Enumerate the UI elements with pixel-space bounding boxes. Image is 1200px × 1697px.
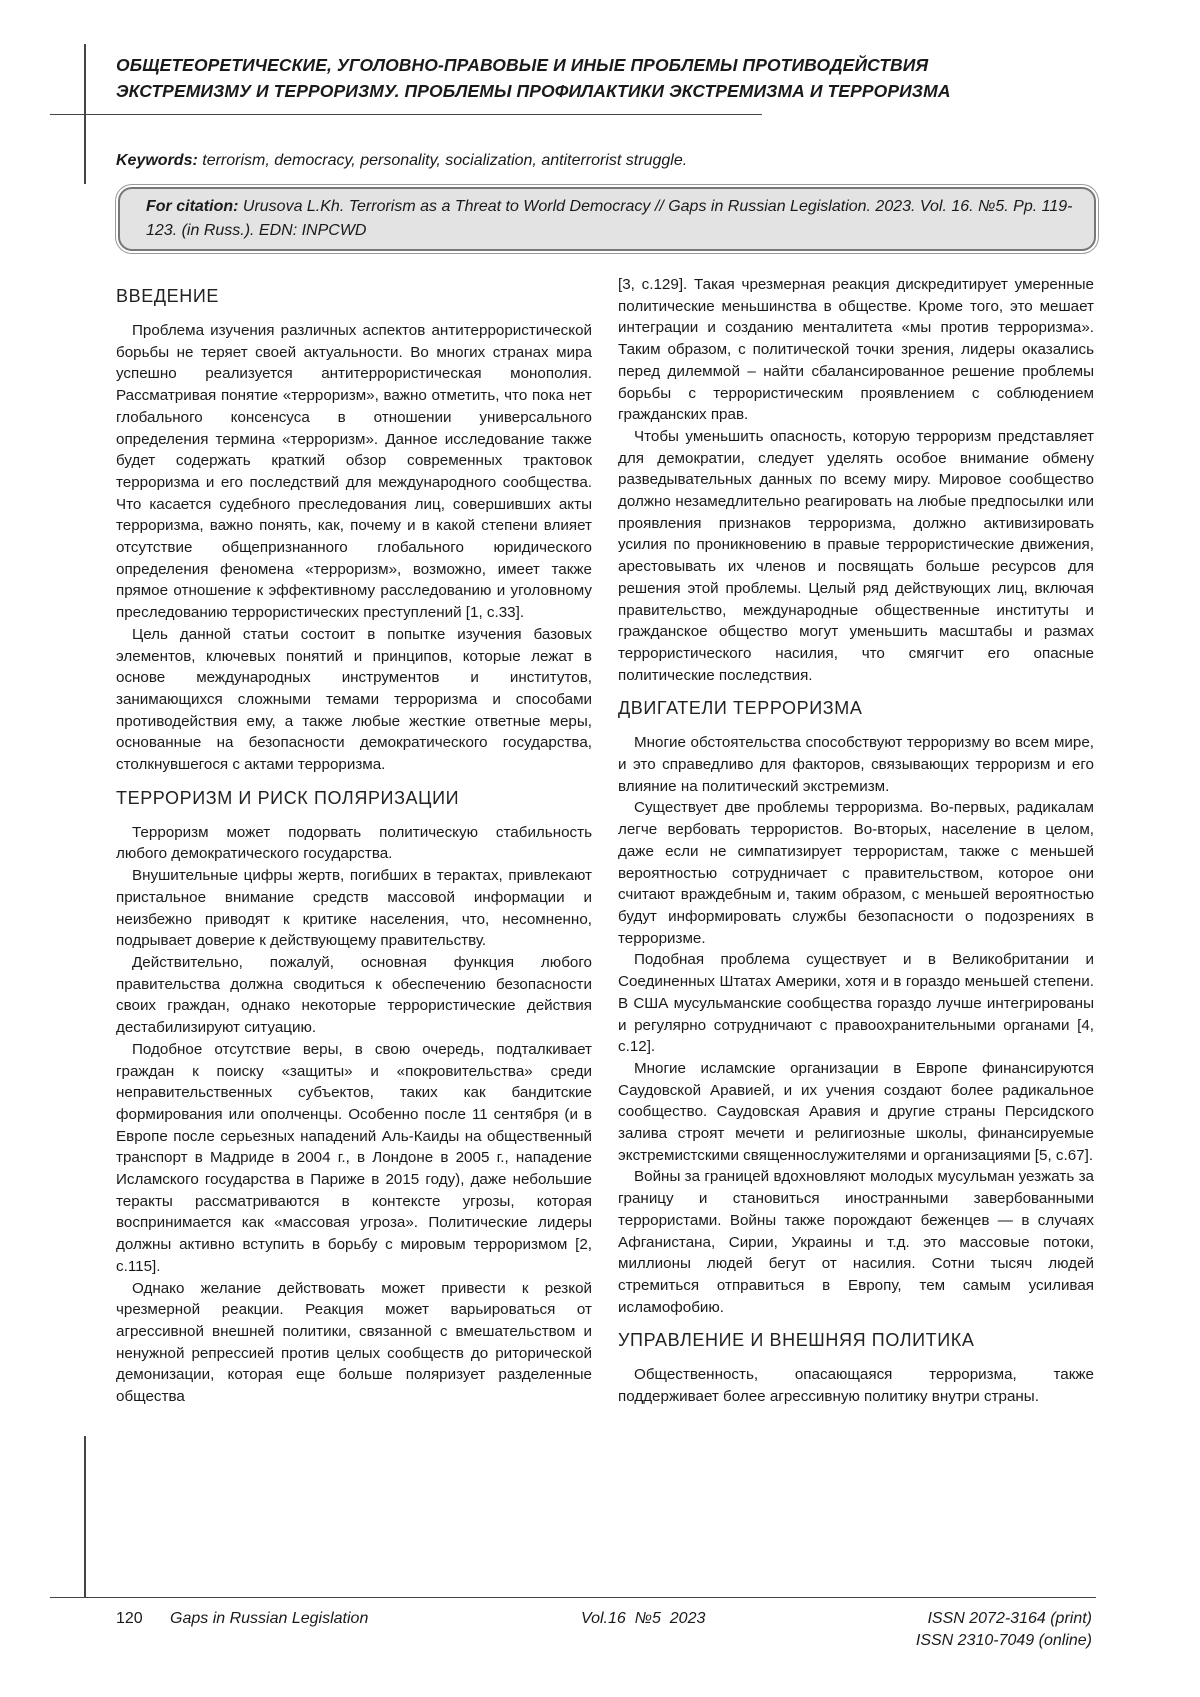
issn-print: ISSN 2072-3164 (print) xyxy=(927,1610,1092,1627)
header-horizontal-rule xyxy=(50,114,762,115)
section-header xyxy=(116,52,1076,104)
issn-online: ISSN 2310-7049 (online) xyxy=(915,1632,1092,1649)
paragraph: Общественность, опасающаяся терроризма, также поддерживает более агрессивную политику внутри страны. xyxy=(618,1366,1094,1406)
header-title-line2: ЭКСТРЕМИЗМУ И ТЕРРОРИЗМУ. ПРОБЛЕМЫ ПРОФИЛАКТИКИ ЭКСТРЕМИЗМА И ТЕРРОРИЗМА xyxy=(116,81,951,101)
paragraph: Однако желание действовать может привести к резкой чрезмерной реакции. Реакция может варьироваться от агрессивной внешней политики, связанной с вмешательством и ненужной репрессией против целых сообществ до риторической демонизации, которая еще больше поляризует разделенные общества xyxy=(116,1279,592,1406)
footer-vertical-rule xyxy=(84,1436,86,1598)
issn-block xyxy=(916,1608,1092,1652)
paragraph: Цель данной статьи состоит в попытке изучения базовых элементов, ключевых понятий и принципов, которые лежат в основе международных инструментов и институтов, занимающихся сложными темами терроризма и способами противодействия ему, а также любые жесткие ответные меры, основанные на безопасности демократического государства, столкнувшегося с актами терроризма. xyxy=(116,625,592,774)
paragraph: Внушительные цифры жертв, погибших в терактах, привлекают пристальное внимание средств массовой информации и неизбежно приводят к критике населения, что, несомненно, подрывает доверие к действующему правительству. xyxy=(116,867,592,950)
citation-text: Urusova L.Kh. Terrorism as a Threat to World Democracy // Gaps in Russian Legislation. 2023. Vol. 16. №5. Pp. 119-123. (in Russ.). EDN: INPCWD xyxy=(146,198,1073,239)
paragraph: Проблема изучения различных аспектов антитеррористической борьбы не теряет своей актуальности. Во многих странах мира успешно реализуется антитеррористическая монополия. Рассматривая понятие «терроризм», важно отметить, что пока нет глобального консенсуса в отношении универсального определения термина «терроризм». Данное исследование также будет содержать краткий обзор современных трактовок терроризма и его последствий для международного сообщества. Что касается судебного преследования лиц, совершивших акты терроризма, важно понять, как, почему и в какой степени влияет отсутствие общепризнанного глобального юридического определения феномена «терроризм», возможно, имеет также прямое отношение к эффективному расследованию и уголовному преследованию террористических преступлений [1, с.33]. xyxy=(116,322,592,622)
page-footer xyxy=(116,1608,1092,1658)
keywords-text: terrorism, democracy, personality, socialization, antiterrorist struggle. xyxy=(197,152,688,169)
right-column xyxy=(618,274,1094,1408)
citation-box xyxy=(118,187,1096,251)
paragraph: [3, с.129]. Такая чрезмерная реакция дискредитирует умеренные политические меньшинства в обществе. Кроме того, это мешает интеграции и созданию менталитета «мы против терроризма». Таким образом, с политической точки зрения, лидеры оказались перед дилеммой – найти сбалансированное решение проблемы борьбы с террористическим проявлением с соблюдением гражданских прав. xyxy=(618,276,1094,424)
paragraph: Терроризм может подорвать политическую стабильность любого демократического государства. xyxy=(116,823,592,863)
header-title-line1: ОБЩЕТЕОРЕТИЧЕСКИЕ, УГОЛОВНО-ПРАВОВЫЕ И ИНЫЕ ПРОБЛЕМЫ ПРОТИВОДЕЙСТВИЯ xyxy=(116,55,929,75)
page-number: 120 xyxy=(116,1610,143,1627)
left-column xyxy=(116,276,592,1408)
citation-label: For citation: xyxy=(146,198,239,215)
paragraph: Многие исламские организации в Европе финансируются Саудовской Аравией, и их учения создают более радикальное сообщество. Саудовская Аравия и другие страны Персидского залива строят мечети и религиозные школы, финансируемые экстремистскими священнослужителями и организациями [5, с.67]. xyxy=(618,1059,1094,1164)
issue-info: Vol.16 №5 2023 xyxy=(581,1610,706,1627)
keywords-label: Keywords: xyxy=(116,152,198,169)
paragraph: Чтобы уменьшить опасность, которую терроризм представляет для демократии, следует уделять особое внимание обмену разведывательных данных по всему миру. Мировое сообщество должно незамедлительно реагировать на любые предпосылки или проявления признаков терроризма, должно активизировать усилия по проникновению в правые террористические движения, арестовывать их членов и посвящать больше ресурсов для решения этой проблемы. Целый ряд действующих лиц, включая правительство, международные общественные институты и гражданское общество могут уменьшить масштабы и размах террористического насилия, что смягчит его опасные политические последствия. xyxy=(618,427,1094,684)
paragraph: Войны за границей вдохновляют молодых мусульман уезжать за границу и становиться иностранными завербованными террористами. Войны также порождают беженцев — в случаях Афганистана, Сирии, Украины и т.д. это массовые потоки, миллионы людей бегут от насилия. Сотни тысяч людей стремиться отправиться в Европу, тем самым усиливая исламофобию. xyxy=(618,1168,1094,1316)
paragraph: Подобная проблема существует и в Великобритании и Соединенных Штатах Америки, хотя и в гораздо меньшей степени. В США мусульманские сообщества гораздо лучше интегрированы и регулярно сотрудничают с правоохранительными органами [4, с.12]. xyxy=(618,951,1094,1056)
keywords xyxy=(116,150,1096,172)
heading-drivers: ДВИГАТЕЛИ ТЕРРОРИЗМА xyxy=(618,698,863,719)
paragraph: Подобное отсутствие веры, в свою очередь, подталкивает граждан к поиску «защиты» и «покровительства» среди неправительственных субъектов, таких как бандитские формирования или ополченцы. Особенно после 11 сентября (и в Европе после серьезных нападений Аль-Каиды на общественный транспорт в Мадриде в 2004 г., в Лондоне в 2005 г., нападение Исламского государства в Париже в 2015 году), даже небольшие теракты рассматриваются в контексте угрозы, которая воспринимается как «массовая угроза». Политические лидеры должны активно вступить в борьбу с мировым терроризмом [2, с.115]. xyxy=(116,1040,592,1275)
paragraph: Действительно, пожалуй, основная функция любого правительства должна сводиться к обеспечению безопасности своих граждан, однако некоторые террористические действия дестабилизируют ситуацию. xyxy=(116,953,592,1037)
paragraph: Многие обстоятельства способствуют терроризму во всем мире, и это справедливо для факторов, связывающих терроризм и его влияние на политический экстремизм. xyxy=(618,734,1094,795)
footer-horizontal-rule xyxy=(50,1597,1096,1598)
journal-name: Gaps in Russian Legislation xyxy=(170,1610,369,1627)
citation xyxy=(146,195,1076,243)
heading-polarization: ТЕРРОРИЗМ И РИСК ПОЛЯРИЗАЦИИ xyxy=(116,787,460,808)
paragraph: Существует две проблемы терроризма. Во-первых, радикалам легче вербовать террористов. Во-вторых, население в целом, даже если не симпатизирует террористам, также с меньшей вероятностью сотрудничает с правительством, которое они считают враждебным и, таким образом, с меньшей вероятностью будут информировать службы безопасности о подозрениях в терроризме. xyxy=(618,799,1094,947)
heading-introduction: ВВЕДЕНИЕ xyxy=(116,286,219,306)
heading-governance: УПРАВЛЕНИЕ И ВНЕШНЯЯ ПОЛИТИКА xyxy=(618,1330,975,1351)
